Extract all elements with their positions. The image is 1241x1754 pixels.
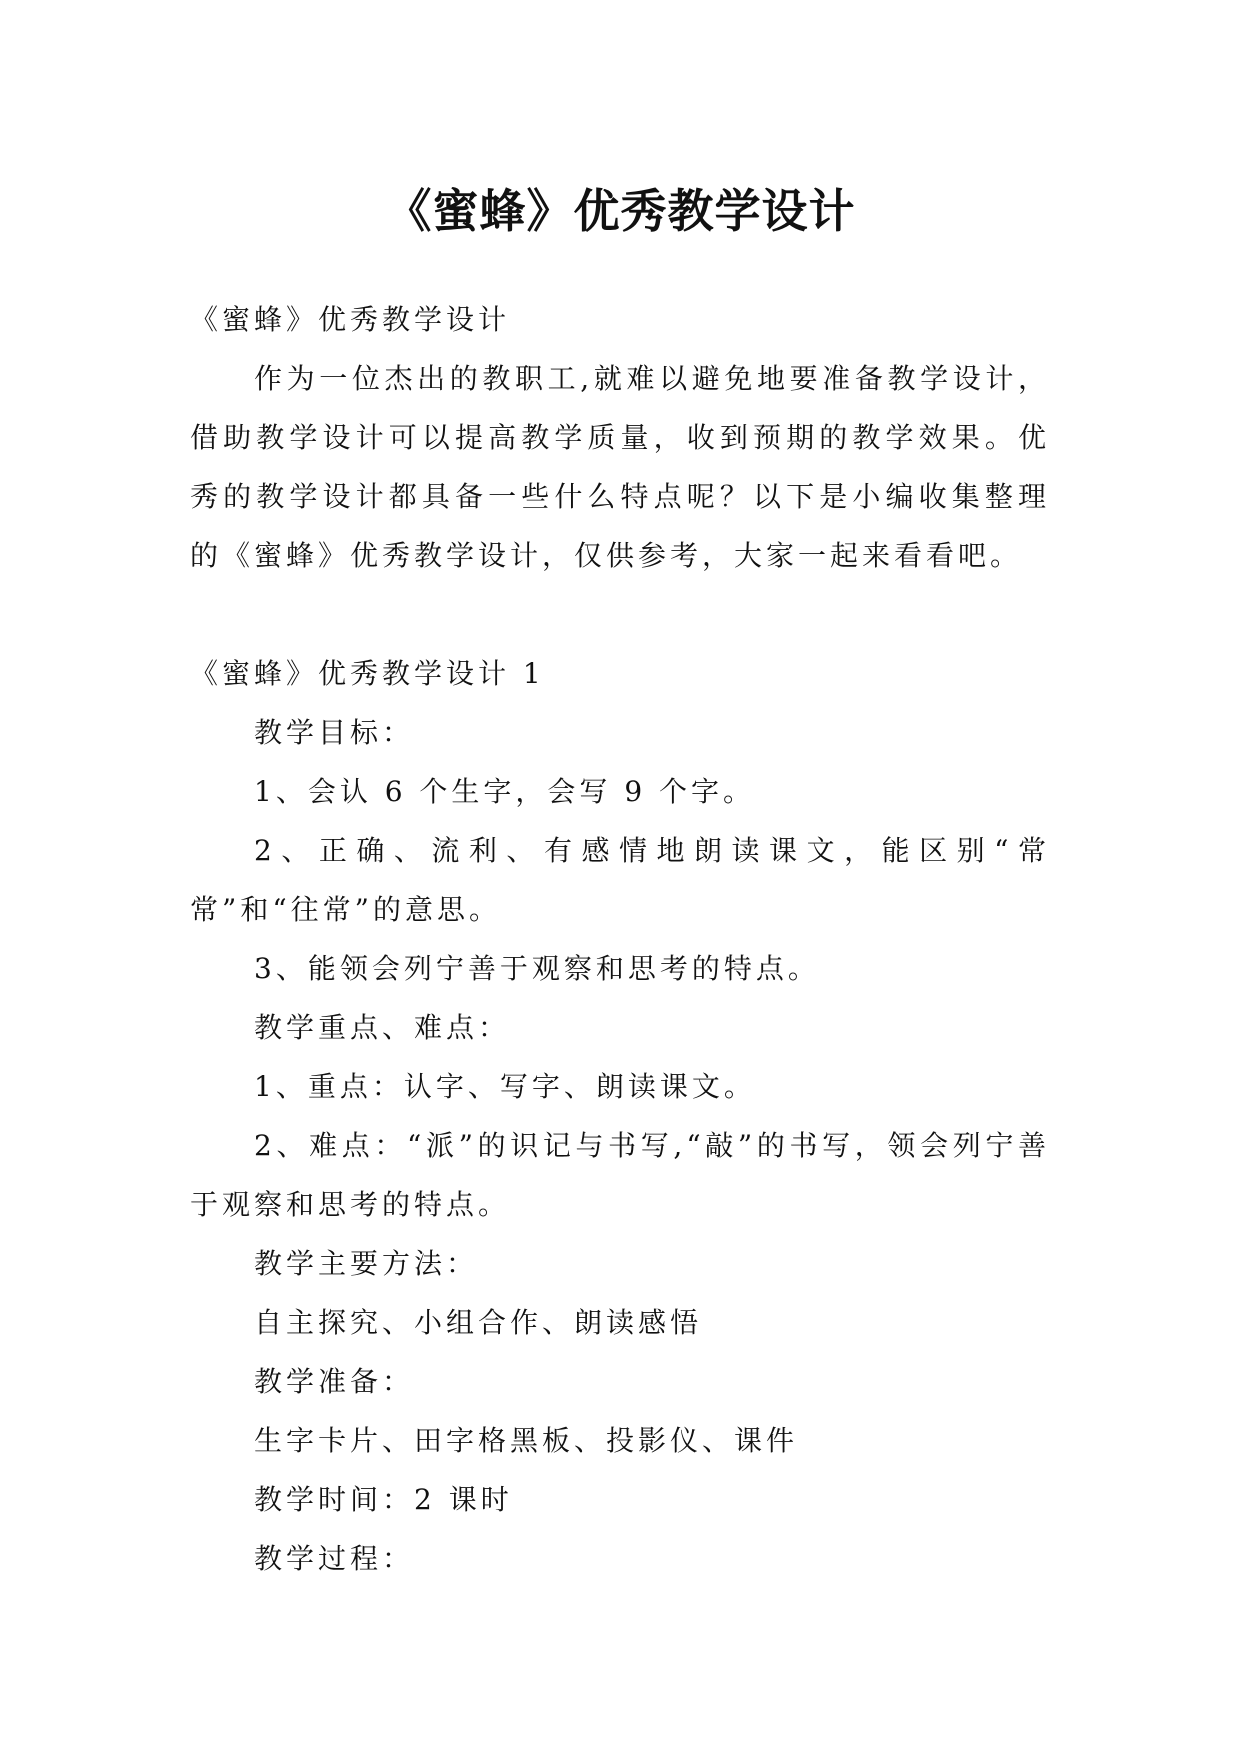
subtitle: 《蜜蜂》优秀教学设计 — [190, 303, 511, 336]
goals-heading: 教学目标： — [254, 716, 415, 749]
key-point-item: 1、重点：认字、写字、朗读课文。 — [254, 1070, 756, 1103]
key-point-item: 2、难点：“派”的识记与书写,“敲”的书写，领会列宁善于观察和思考的特点。 — [190, 1129, 1050, 1221]
intro-paragraph: 作为一位杰出的教职工,就难以避免地要准备教学设计，借助教学设计可以提高教学质量，收到预期的教学效果。优秀的教学设计都具备一些什么特点呢？以下是小编收集整理的《蜜蜂》优秀教学设计，仅供参考，大家一起来看看吧。 — [190, 362, 1050, 572]
preparation-text: 生字卡片、田字格黑板、投影仪、课件 — [254, 1424, 799, 1457]
preparation-heading: 教学准备： — [254, 1365, 415, 1398]
methods-text: 自主探究、小组合作、朗读感悟 — [254, 1306, 703, 1339]
process-heading: 教学过程： — [254, 1542, 415, 1575]
document-body — [190, 290, 1050, 1588]
goal-item: 3、能领会列宁善于观察和思考的特点。 — [254, 952, 820, 985]
key-points-heading: 教学重点、难点： — [254, 1011, 511, 1044]
document-title: 《蜜蜂》优秀教学设计 — [385, 183, 856, 238]
goal-item: 2、正确、流利、有感情地朗读课文，能区别“常常”和“往常”的意思。 — [190, 834, 1050, 926]
section-heading: 《蜜蜂》优秀教学设计 1 — [190, 657, 545, 690]
goal-item: 1、会认 6 个生字，会写 9 个字。 — [254, 775, 756, 808]
duration-text: 教学时间：2 课时 — [254, 1483, 513, 1516]
methods-heading: 教学主要方法： — [254, 1247, 479, 1280]
